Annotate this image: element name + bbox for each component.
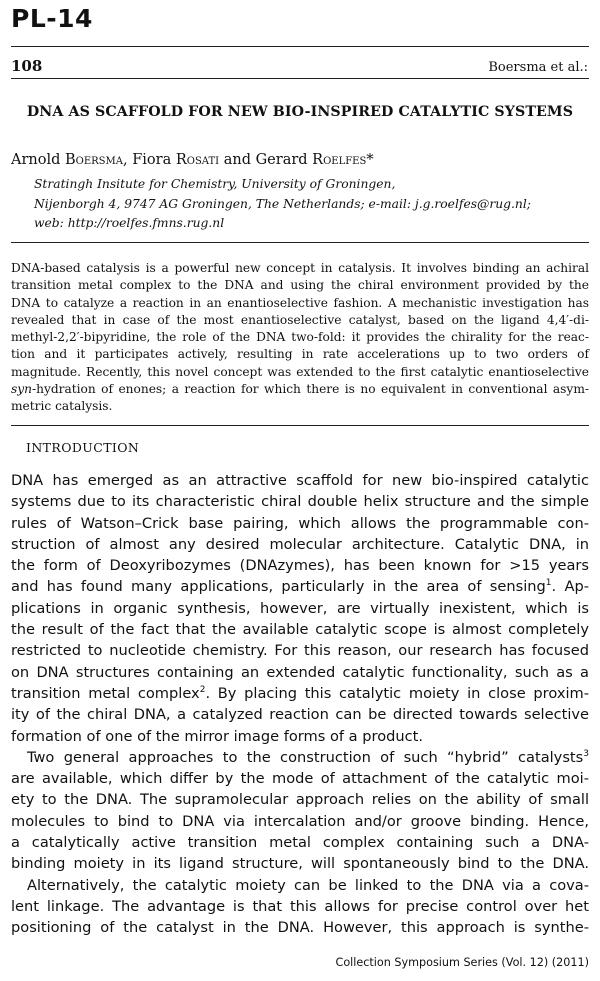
body-line: molecules to bind to DNA via intercalation and/or groove binding. Hence, xyxy=(11,812,589,830)
body-line: struction of almost any desired molecular architecture. Catalytic DNA, in xyxy=(11,535,589,553)
affiliation-line: web: http://roelfes.fmns.rug.nl xyxy=(34,216,225,230)
section-heading: INTRODUCTION xyxy=(26,440,140,455)
body-line: on DNA structures containing an extended catalytic functionality, such as a xyxy=(11,663,589,681)
author-list xyxy=(11,152,374,168)
author-last-name: Rosati xyxy=(175,152,220,168)
affiliation-line: Stratingh Insitute for Chemistry, University of Groningen, xyxy=(34,177,396,191)
body-line: binding moiety in its ligand structure, will spontaneously bind to the DNA. xyxy=(11,855,589,873)
affiliation xyxy=(34,175,531,234)
author-first-name: Arnold xyxy=(11,152,65,168)
abstract-italic-term: syn xyxy=(11,382,32,397)
footer-series: Collection Symposium Series (Vol. 12) (2011) xyxy=(335,956,589,969)
body-line: restricted to nucleotide chemistry. For this reason, our research has focused xyxy=(11,642,589,660)
corresponding-author-mark: * xyxy=(366,152,374,168)
introduction-body xyxy=(11,470,589,939)
abstract-line: syn-hydration of enones; a reaction for which there is no equivalent in conventional asym- xyxy=(11,382,589,397)
abstract-line: transition metal complex to the DNA and using the chiral environment provided by the xyxy=(11,278,589,293)
author-last-name: Boersma xyxy=(65,152,123,168)
page-number: 108 xyxy=(11,57,43,75)
abstract-line: DNA-based catalysis is a powerful new concept in catalysis. It involves binding an achiral xyxy=(11,261,589,275)
body-line: and has found many applications, particularly in the area of sensing$^1$. Ap- xyxy=(11,578,589,596)
body-line: systems due to its characteristic chiral double helix structure and the simple xyxy=(11,493,589,511)
body-line: lent linkage. The advantage is that this allows for precise control over het xyxy=(11,897,589,915)
author-first-name: Gerard xyxy=(255,152,313,168)
body-line: the result of the fact that the available catalytic scope is almost completely xyxy=(11,621,589,639)
citation-ref: 1 xyxy=(545,578,552,589)
abstract-bottom-rule xyxy=(11,425,589,426)
body-line: ety to the DNA. The supramolecular approach relies on the ability of small xyxy=(11,791,589,809)
header-bottom-rule xyxy=(11,78,589,79)
body-line: Two general approaches to the construction of such “hybrid” catalysts$^3$ xyxy=(27,748,589,766)
body-line: rules of Watson–Crick base pairing, which allows the programmable con- xyxy=(11,514,589,532)
abstract-line: tion and it participates actively, resulting in rate accelerations up to two orders of xyxy=(11,347,589,362)
article-title: DNA AS SCAFFOLD FOR NEW BIO-INSPIRED CATALYTIC SYSTEMS xyxy=(26,104,574,120)
body-line: formation of one of the mirror image forms of a product. xyxy=(11,727,424,745)
body-line: ity of the chiral DNA, a catalyzed reaction can be directed towards selective xyxy=(11,706,589,724)
body-line: DNA has emerged as an attractive scaffold for new bio-inspired catalytic xyxy=(11,472,589,489)
running-head: Boersma et al.: xyxy=(488,60,588,75)
body-line: Alternatively, the catalytic moiety can be linked to the DNA via a cova- xyxy=(27,876,589,894)
author-separator: and xyxy=(219,152,256,168)
abstract-top-rule xyxy=(11,242,589,243)
citation-ref: 3 xyxy=(583,749,589,759)
author-first-name: Fiora xyxy=(132,152,176,168)
body-line: are available, which differ by the mode of attachment of the catalytic moi- xyxy=(11,770,589,788)
abstract-line: revealed that in case of the most enantioselective catalyst, based on the ligand 4,4′-di- xyxy=(11,312,589,327)
body-line: plications in organic synthesis, however, are virtually inexistent, which is xyxy=(11,599,589,617)
abstract-line: methyl-2,2′-bipyridine, the role of the DNA two-fold: it provides the chirality for the reac- xyxy=(11,330,589,345)
header-top-rule xyxy=(11,46,589,47)
body-line: the form of Deoxyribozymes (DNAzymes), has been known for >15 years xyxy=(11,557,589,575)
abstract xyxy=(11,260,589,416)
abstract-line: magnitude. Recently, this novel concept was extended to the first catalytic enantioselective xyxy=(11,364,589,379)
abstract-line: DNA to catalyze a reaction in an enantioselective fashion. A mechanistic investigation has xyxy=(11,295,589,310)
body-line: positioning of the catalyst in the DNA. However, this approach is synthe- xyxy=(11,919,589,937)
section-code: PL-14 xyxy=(11,4,93,33)
citation-ref: 2 xyxy=(199,685,206,696)
abstract-line: metric catalysis. xyxy=(11,399,113,414)
affiliation-line: Nijenborgh 4, 9747 AG Groningen, The Netherlands; e-mail: j.g.roelfes@rug.nl; xyxy=(34,196,531,211)
author-last-name: Roelfes xyxy=(312,152,367,168)
body-line: a catalytically active transition metal complex containing such a DNA- xyxy=(11,834,589,852)
body-line: transition metal complex$^2$. By placing this catalytic moiety in close proxim- xyxy=(11,684,589,702)
author-separator: , xyxy=(123,152,133,168)
